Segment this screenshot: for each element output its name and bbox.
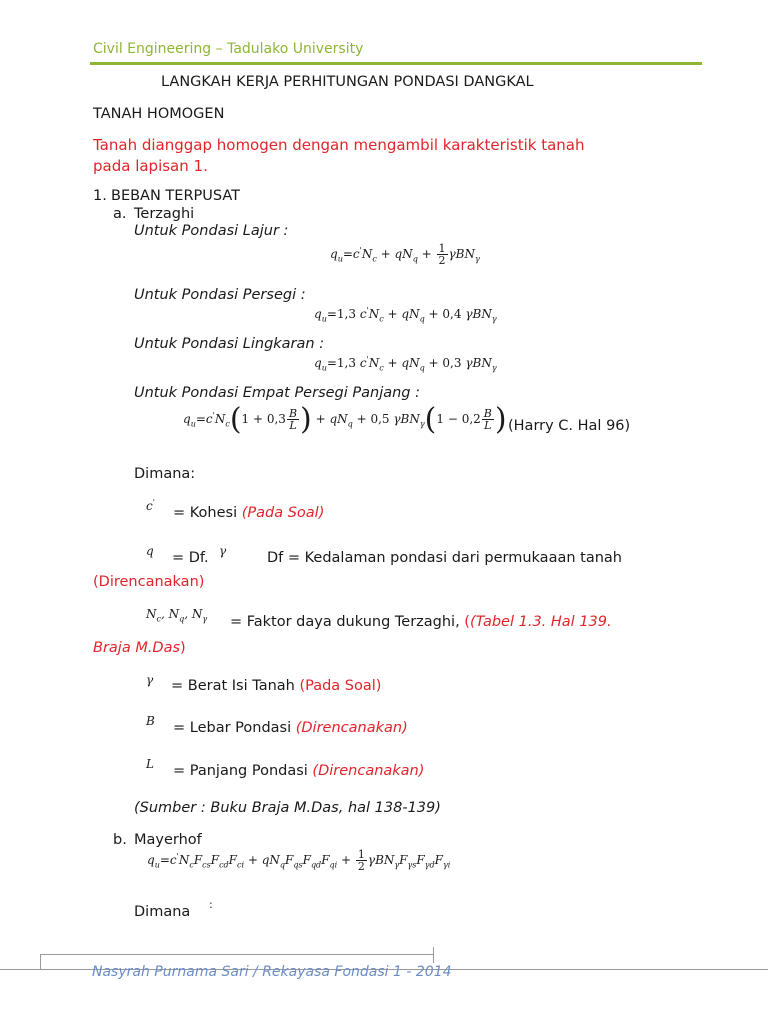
kohesi-source: (Pada Soal) (241, 505, 325, 521)
faktor-definition: = Faktor daya dukung Terzaghi, ((Tabel 1.3. Hal 139. (230, 614, 612, 630)
footer-box-right (433, 947, 434, 963)
intro-line-2: pada lapisan 1. (93, 157, 208, 175)
faktor-source: Braja M.Das) (93, 640, 186, 656)
symbol-q: q (146, 544, 154, 558)
lebar-definition: = Lebar Pondasi (Direncanakan) (173, 720, 408, 736)
footer-box-top (40, 954, 433, 955)
label-pondasi-lajur: Untuk Pondasi Lajur : (134, 223, 289, 239)
running-header: Civil Engineering – Tadulako University (93, 41, 364, 57)
sublist-letter-a: a. (113, 206, 127, 222)
symbol-nc-nq-ngamma: $N_c$, $N_q$, $N_\gamma$ (146, 607, 208, 624)
page-title: LANGKAH KERJA PERHITUNGAN PONDASI DANGKAL (161, 74, 534, 90)
sublist-letter-b: b. (113, 832, 127, 848)
equation-empat-persegi-panjang: $q_u=c'N_c(1 + 0,3$ $\frac{B}{L}$ ) + $qN_q + 0,5$ γBN$_\gamma$(1 − 0,2 $\frac{B}{L}$ ) (183, 402, 507, 437)
symbol-b: B (146, 714, 155, 728)
symbol-gamma-small: γ (219, 544, 227, 558)
section-heading: TANAH HOMOGEN (93, 106, 225, 122)
footer-box-left (40, 954, 41, 970)
intro-line-1: Tanah dianggap homogen dengan mengambil karakteristik tanah (93, 136, 585, 154)
equation-lingkaran: $q_u=1,3$ $c'N_c + qN_q + 0,3$ γBN$_\gamma$ (314, 355, 497, 373)
panjang-definition: = Panjang Pondasi (Direncanakan) (173, 763, 425, 779)
sublist-terzaghi: Terzaghi (134, 206, 195, 222)
label-pondasi-persegi: Untuk Pondasi Persegi : (134, 287, 306, 303)
df-definition: = Df. (172, 550, 209, 566)
label-pondasi-lingkaran: Untuk Pondasi Lingkaran : (134, 336, 325, 352)
sumber-note: (Sumber : Buku Braja M.Das, hal 138-139) (134, 800, 441, 816)
label-pondasi-empat-persegi-panjang: Untuk Pondasi Empat Persegi Panjang : (134, 385, 421, 401)
symbol-c: c' (146, 498, 155, 513)
equation-persegi: $q_u=1,3$ $c'N_c + qN_q + 0,4$ γBN$_\gamma$ (314, 306, 497, 324)
equation-lajur: $q_u=c'N_c + qN_q$ + $\frac{1}{2}$ γBN$_\gamma$ (330, 242, 480, 267)
kohesi-definition: = Kohesi (Pada Soal) (173, 505, 325, 521)
dimana-label: Dimana: (134, 466, 196, 482)
reference-harry: (Harry C. Hal 96) (508, 418, 631, 434)
meyerhof-dimana: Dimana (134, 904, 191, 920)
df-description: Df = Kedalaman pondasi dari permukaaan tanah (267, 550, 622, 566)
symbol-l: L (146, 757, 154, 771)
berat-definition: = Berat Isi Tanah (Pada Soal) (171, 678, 382, 694)
sublist-meyerhof: Mayerhof (134, 832, 202, 848)
header-rule (90, 62, 702, 65)
list-item-beban-terpusat: BEBAN TERPUSAT (111, 188, 241, 204)
equation-meyerhof: $q_u=c'N_cF_{cs}F_{cd}F_{ci} + qN_qF_{qs}F_{qd}F_{qi}$ + $\frac{1}{2}$ $\gamma BN_\gamma F_{\gamma s}F_{\gamma d}F_{\gamma i}$ (147, 848, 451, 873)
meyerhof-colon: : (209, 898, 213, 911)
running-footer: Nasyrah Purnama Sari / Rekayasa Fondasi 1 - 2014 (92, 964, 452, 980)
symbol-gamma: γ (146, 673, 154, 687)
df-source: (Direncanakan) (93, 574, 205, 590)
list-number-1: 1. (93, 188, 107, 204)
